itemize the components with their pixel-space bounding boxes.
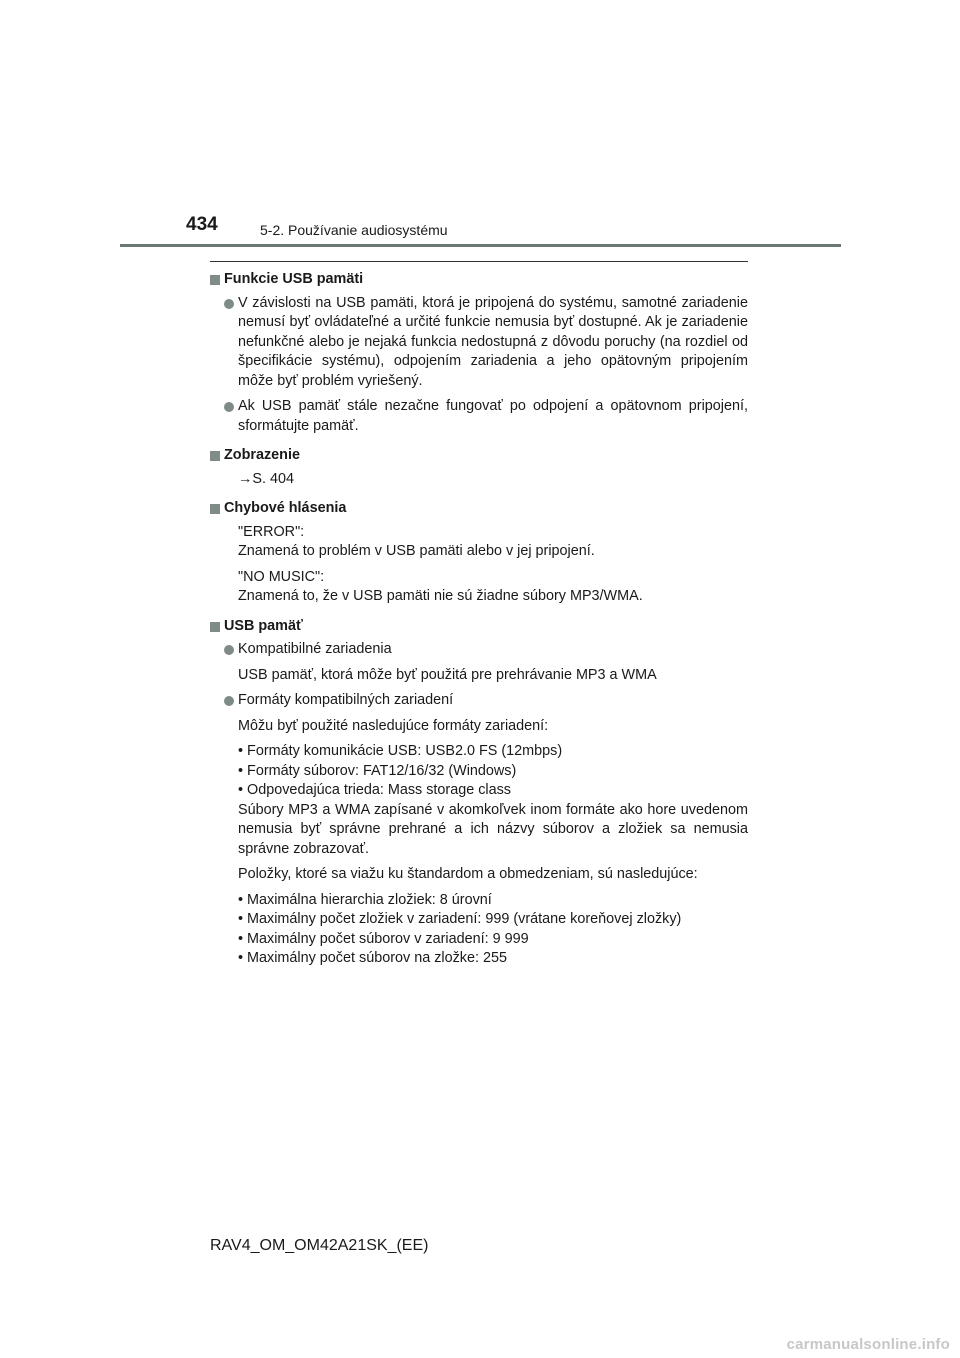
list-item: • Maximálny počet súborov v zariadení: 9 999 — [238, 930, 529, 947]
error-code: "NO MUSIC": — [238, 568, 325, 585]
square-bullet-icon — [210, 275, 220, 285]
list-item: • Formáty súborov: FAT12/16/32 (Windows) — [238, 762, 517, 779]
bullet-item: Formáty kompatibilných zariadení — [210, 691, 748, 711]
page-content — [210, 270, 748, 969]
circle-bullet-icon — [224, 402, 234, 412]
error-code: "ERROR": — [238, 523, 305, 540]
bullet-item: Kompatibilné zariadenia — [210, 640, 748, 660]
list-item: • Maximálna hierarchia zložiek: 8 úrovní — [238, 891, 492, 908]
page-reference: →S. 404 — [238, 470, 294, 487]
error-item — [210, 568, 748, 607]
list-item: • Formáty komunikácie USB: USB2.0 FS (12mbps) — [238, 743, 563, 759]
list-item: • Maximálny počet súborov na zložke: 255 — [238, 950, 508, 966]
heading-usb-memory: USB pamäť — [210, 617, 748, 637]
circle-bullet-icon — [224, 696, 234, 706]
limits-intro: Položky, ktoré sa viažu ku štandardom a obmedzeniam, sú nasledujúce: — [238, 866, 698, 882]
heading-display: Zobrazenie — [210, 446, 748, 466]
formats-intro: Môžu byť použité nasledujúce formáty zariadení: — [238, 717, 549, 734]
error-text: Znamená to, že v USB pamäti nie sú žiadne súbory MP3/WMA. — [238, 588, 643, 604]
square-bullet-icon — [210, 622, 220, 632]
heading-error-messages: Chybové hlásenia — [210, 499, 748, 519]
square-bullet-icon — [210, 451, 220, 461]
error-text: Znamená to problém v USB pamäti alebo v jej pripojení. — [238, 543, 595, 559]
circle-bullet-icon — [224, 645, 234, 655]
list-item: • Maximálny počet zložiek v zariadení: 999 (vrátane koreňovej zložky) — [238, 911, 682, 927]
heading-usb-functions: Funkcie USB pamäti — [210, 270, 748, 290]
header-rule — [120, 244, 841, 247]
page-number: 434 — [186, 214, 218, 235]
footer-code: RAV4_OM_OM42A21SK_(EE) — [210, 1237, 429, 1254]
content-rule — [210, 261, 748, 262]
section-header: 5-2. Používanie audiosystému — [260, 222, 448, 238]
formats-note: Súbory MP3 a WMA zapísané v akomkoľvek inom formáte ako hore uvedenom nemusia byť správne prehrané a ich názvy súborov a zložiek sa nemusia správne zobrazovať. — [238, 801, 748, 857]
square-bullet-icon — [210, 504, 220, 514]
bullet-item: Ak USB pamäť stále nezačne fungovať po odpojení a opätovnom pripojení, sformátujte pamäť. — [210, 397, 748, 436]
bullet-item: V závislosti na USB pamäti, ktorá je pripojená do systému, samotné zariadenie nemusí byť ovládateľné a určité funkcie nemusia byť dostupné. Ak je zariadenie nefunkčné alebo je nejaká funkcia nedostupná z dôvodu poruchy (na rozdiel od špecifikácie systému), odpojením zariadenia a jeho opätovným pripojením môže byť problém vyriešený. — [210, 294, 748, 392]
circle-bullet-icon — [224, 299, 234, 309]
list-item: • Odpovedajúca trieda: Mass storage class — [238, 782, 512, 798]
watermark: carmanualsonline.info — [786, 1336, 950, 1353]
compatible-devices-text: USB pamäť, ktorá môže byť použitá pre prehrávanie MP3 a WMA — [238, 666, 657, 683]
error-item — [210, 523, 748, 562]
